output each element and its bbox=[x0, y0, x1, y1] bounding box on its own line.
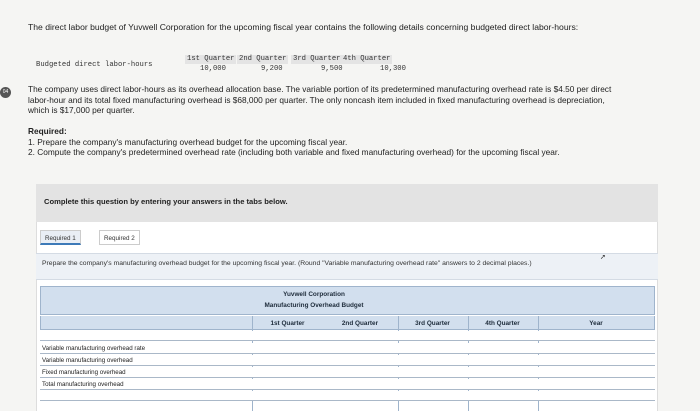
tab-required-1[interactable]: Required 1 bbox=[40, 230, 81, 245]
col-header-q2: 2nd Quarter bbox=[341, 320, 379, 327]
complete-note-box bbox=[36, 184, 658, 222]
question-number-marker: 04 bbox=[0, 87, 11, 98]
year-input-area[interactable] bbox=[539, 343, 654, 401]
quarter-value-4: 10,300 bbox=[380, 65, 406, 73]
col-header-q4: 4th Quarter bbox=[485, 320, 520, 327]
row-label-total-overhead: Total manufacturing overhead bbox=[42, 381, 124, 388]
q4-input-area[interactable] bbox=[469, 343, 538, 401]
col-header-year: Year bbox=[589, 320, 603, 327]
col-header-q3: 3rd Quarter bbox=[415, 320, 450, 327]
quarter-header-4: 4th Quarter bbox=[343, 55, 391, 63]
mouse-cursor-icon: ➚ bbox=[600, 254, 606, 261]
quarter-value-1: 10,000 bbox=[200, 65, 226, 73]
required-item-2: 2. Compute the company's predetermined overhead rate (including both variable and fixed manufacturing overhead) for the upcoming fiscal year. bbox=[28, 147, 560, 157]
quarter-header-3: 3rd Quarter bbox=[293, 55, 341, 63]
required-item-1: 1. Prepare the company's manufacturing overhead budget for the upcoming fiscal year. bbox=[28, 137, 348, 147]
instruction-band bbox=[36, 253, 658, 280]
q3-input-area[interactable] bbox=[399, 343, 468, 401]
row-label-variable-overhead: Variable manufacturing overhead bbox=[42, 357, 133, 364]
quarter-header-2: 2nd Quarter bbox=[239, 55, 287, 63]
required-list bbox=[28, 137, 608, 157]
row-label-fixed-overhead: Fixed manufacturing overhead bbox=[42, 369, 126, 376]
table-row bbox=[40, 331, 655, 341]
table-company-name: Yuvwell Corporation bbox=[283, 291, 345, 298]
complete-note: Complete this question by entering your answers in the tabs below. bbox=[44, 197, 288, 206]
intro-text: The direct labor budget of Yuvwell Corporation for the upcoming fiscal year contains the following details concerning budgeted direct labor-hours: bbox=[28, 22, 579, 32]
required-title: Required: bbox=[28, 126, 67, 136]
table-budget-title: Manufacturing Overhead Budget bbox=[264, 302, 364, 309]
tab-required-2[interactable]: Required 2 bbox=[99, 230, 140, 245]
quarter-value-2: 9,200 bbox=[261, 65, 283, 73]
col-header-q1: 1st Quarter bbox=[270, 320, 305, 327]
budget-row-label: Budgeted direct labor-hours bbox=[36, 61, 153, 69]
quarter-value-3: 9,500 bbox=[321, 65, 343, 73]
q1-q2-input-area[interactable] bbox=[253, 343, 398, 401]
row-label-variable-rate: Variable manufacturing overhead rate bbox=[42, 345, 146, 352]
quarter-header-1: 1st Quarter bbox=[187, 55, 235, 63]
problem-paragraph: The company uses direct labor-hours as its overhead allocation base. The variable portion of its predetermined manufacturing overhead rate is $4.50 per direct labor-hour and its total fixed manufacturing overhead is $68,000 per quarter. The only noncash item included in fixed manufacturing overhead is depreciation, which is $17,000 per quarter. bbox=[28, 84, 612, 115]
instruction-text: Prepare the company's manufacturing overhead budget for the upcoming fiscal year. (Round "Variable manufacturing overhead rate" answers to 2 decimal places.) bbox=[42, 260, 532, 267]
